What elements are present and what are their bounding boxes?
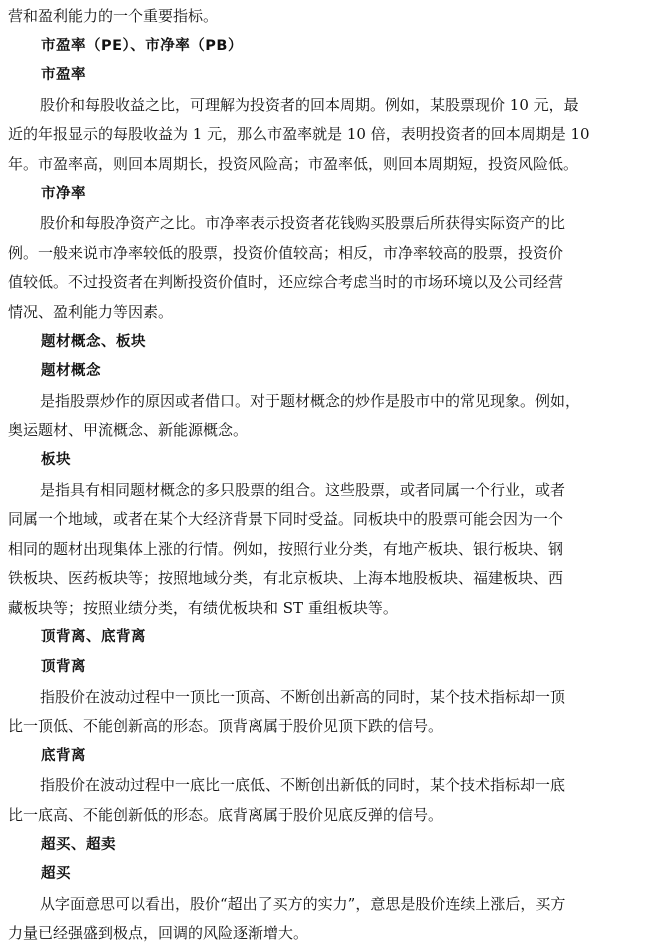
- paragraph-line: 比一底高、不能创新低的形态。底背离属于股价见底反弹的信号。: [8, 806, 444, 825]
- paragraph-line: 同属一个地域，或者在某个大经济背景下同时受益。同板块中的股票可能会因为一个: [8, 510, 564, 529]
- section-heading: 市盈率: [41, 67, 86, 84]
- section-heading: 超买: [41, 866, 71, 883]
- section-heading: 市盈率（PE）、市净率（PB）: [41, 37, 243, 54]
- paragraph-line: 相同的题材出现集体上涨的行情。例如，按照行业分类，有地产板块、银行板块、钢: [8, 539, 564, 558]
- section-heading: 题材概念: [41, 363, 101, 380]
- paragraph-line: 铁板块、医药板块等；按照地域分类，有北京板块、上海本地股板块、福建板块、西: [8, 569, 564, 588]
- paragraph-line: 股价和每股收益之比，可理解为投资者的回本周期。例如，某股票现价 10 元，最: [40, 95, 579, 114]
- paragraph-line: 比一顶低、不能创新高的形态。顶背离属于股价见顶下跌的信号。: [8, 717, 444, 736]
- section-heading: 题材概念、板块: [41, 333, 146, 350]
- paragraph-line: 例。一般来说市净率较低的股票，投资价值较高；相反，市净率较高的股票，投资价: [8, 243, 564, 262]
- paragraph-line: 是指股票炒作的原因或者借口。对于题材概念的炒作是股市中的常见现象。例如，: [40, 391, 581, 410]
- paragraph-line: 藏板块等；按照业绩分类，有绩优板块和 ST 重组板块等。: [8, 598, 398, 617]
- paragraph-line: 值较低。不过投资者在判断投资价值时，还应综合考虑当时的市场环境以及公司经营: [8, 273, 564, 292]
- paragraph-line: 从字面意思可以看出，股价“超出了买方的实力”，意思是股价连续上涨后，买方: [40, 894, 566, 913]
- section-heading: 底背离: [41, 747, 86, 764]
- paragraph-line: 年。市盈率高，则回本周期长，投资风险高；市盈率低，则回本周期短，投资风险低。: [8, 154, 579, 173]
- section-heading: 板块: [41, 451, 71, 468]
- paragraph-line: 营和盈利能力的一个重要指标。: [8, 7, 219, 25]
- paragraph-line: 情况、盈利能力等因素。: [8, 302, 174, 321]
- section-heading: 顶背离、底背离: [41, 629, 146, 646]
- paragraph-line: 指股价在波动过程中一顶比一顶高、不断创出新高的同时，某个技术指标却一顶: [40, 687, 566, 706]
- paragraph-line: 近的年报显示的每股收益为 1 元，那么市盈率就是 10 倍，表明投资者的回本周期是 10: [8, 125, 590, 144]
- paragraph-line: 力量已经强盛到极点，回调的风险逐渐增大。: [8, 924, 309, 943]
- paragraph-line: 是指具有相同题材概念的多只股票的组合。这些股票，或者同属一个行业，或者: [40, 480, 566, 499]
- paragraph-line: 奥运题材、甲流概念、新能源概念。: [8, 421, 249, 440]
- section-heading: 超买、超卖: [41, 836, 116, 853]
- section-heading: 顶背离: [41, 659, 86, 676]
- paragraph-line: 指股价在波动过程中一底比一底低、不断创出新低的同时，某个技术指标却一底: [40, 776, 566, 795]
- paragraph-line: 股价和每股净资产之比。市净率表示投资者花钱购买股票后所获得实际资产的比: [40, 214, 566, 233]
- section-heading: 市净率: [41, 185, 86, 202]
